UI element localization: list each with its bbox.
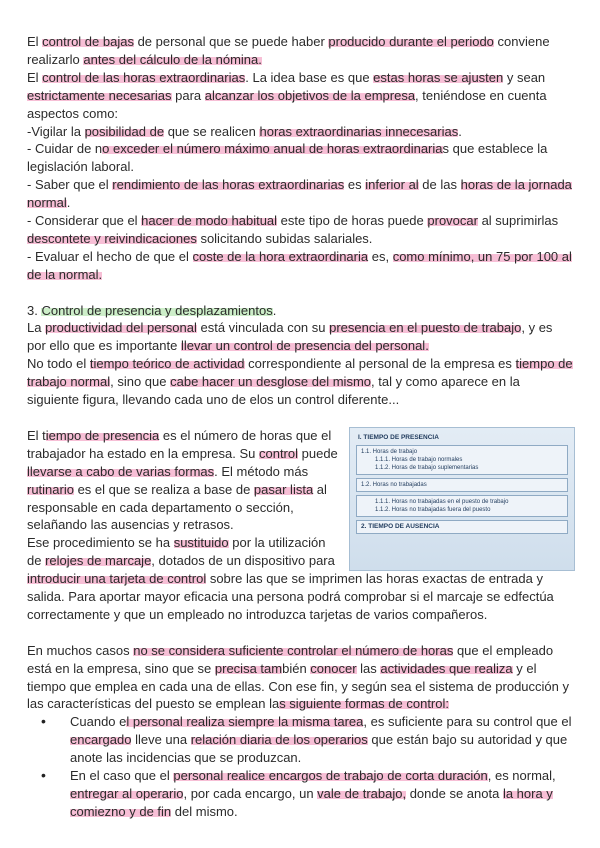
highlight: relación diaria de los operarios (190, 732, 368, 748)
paragraph-procedimiento: Ese procedimiento se ha sustituido por la utilización de relojes de marcaje, dotados de un dispositivo para (27, 535, 335, 569)
highlight: provocar (427, 213, 478, 229)
highlight: iempo de presencia (45, 427, 160, 443)
figure-subitem: 1.1.2. Horas no trabajadas fuera del puesto (375, 506, 491, 513)
bullet-cuidar: - Cuidar de no exceder el número máximo anual de horas extraordinarias que establece la legislación laboral. (27, 141, 548, 175)
highlight: estas horas se ajusten (373, 69, 504, 85)
figure-item: 1.2. Horas no trabajadas (361, 481, 427, 488)
figure-subitem: 1.1.1. Horas no trabajadas en el puesto de trabajo (375, 498, 509, 505)
highlight: estrictamente necesarias (27, 87, 172, 103)
figure-box-horas-trabajo (356, 445, 568, 475)
figure-box-subitems (356, 495, 568, 517)
highlight: la hora y comiezno y de fin (70, 786, 553, 819)
highlight: encargado (70, 732, 132, 748)
figure-item: 1.1. Horas de trabajo (361, 448, 418, 455)
highlight: sustituido (173, 535, 229, 551)
highlight: productividad del personal (45, 320, 197, 336)
highlight: entregar al operario (70, 786, 184, 802)
highlight: producido durante el periodo (328, 34, 494, 49)
bullet-considerar: - Considerar que el hacer de modo habitual este tipo de horas puede provocar al suprimirlas descontete y reivindicaciones solicitando subidas salariales. (27, 213, 559, 246)
highlight: no se considera suficiente controlar el número de horas (133, 642, 454, 658)
paragraph-tiempo-teorico: No todo el tiempo teórico de actividad correspondiente al personal de la empresa es tiempo de trabajo normal, sino que cabe hacer un desglose del mismo, tal y como aparece en la siguiente figura, llevando cada uno de elos un control diferente... (27, 356, 573, 408)
highlight: horas de la jornada normal (27, 177, 572, 211)
paragraph-muchos-casos: En muchos casos no se considera suficiente controlar el número de horas que el empleado está en la empresa, sino que se precisa también conocer las actividades que realiza y el tiempo que emplea en cada una de ellas. Con ese fin, y según sea el sistema de producción y las características del puesto se emplean las siguiente formas de control: (27, 642, 570, 712)
highlight: como mínimo, un 75 por 100 al de la normal. (27, 248, 572, 282)
paragraph-procedimiento-cont: introducir una tarjeta de control sobre las que se imprimen las horas exactas de entrada y salida. Para aportar mayor eficacia una persona podrá comprobar si el marcaje se edfectúa correctamente y que un empleado no introduzca tarjetas de varios compañeros. (27, 571, 554, 622)
highlight: coste de la hora extraordinaria (192, 248, 369, 264)
highlight: posibilidad de (84, 123, 165, 139)
presence-time-figure (349, 427, 575, 571)
highlight: precisa tam (214, 660, 283, 676)
highlight: antes del cálculo de la nómina. (83, 51, 262, 67)
highlight: introducir una tarjeta de control (27, 571, 207, 587)
highlight: inferior al (365, 177, 419, 193)
highlight: alcanzar los objetivos de la empresa (204, 87, 416, 103)
highlight: tiempo de trabajo normal (27, 356, 573, 390)
highlight: presencia en el puesto de trabajo (329, 320, 522, 336)
highlight: descontete y reivindicaciones (27, 230, 197, 246)
document-page (27, 33, 573, 821)
highlight: horas extraordinarias innecesarias (259, 123, 459, 139)
highlight: s siguiente formas de control: (279, 696, 449, 712)
highlight: relojes de marcaje (45, 553, 152, 569)
control-forms-list (27, 713, 573, 820)
highlight: cabe hacer un desglose del mismo (170, 374, 371, 390)
paragraph-control-bajas: El control de bajas de personal que se puede haber producido durante el periodo conviene realizarlo antes del cálculo de la nómina. (27, 34, 550, 67)
highlight: l personal realiza siempre la misma tarea (126, 714, 364, 730)
bullet-saber: - Saber que el rendimiento de las horas extraordinarias es inferior al de las horas de la jornada normal. (27, 177, 572, 211)
paragraph-horas-extra: El control de las horas extraordinarias. La idea base es que estas horas se ajusten y sean estrictamente necesarias para alcanzar los objetivos de la empresa, teniéndose en cuenta aspectos como: (27, 69, 547, 121)
figure-box-horas-no-trabajadas (356, 478, 568, 492)
highlight: control de bajas (42, 34, 134, 49)
highlight: llevar un control de presencia del personal. (180, 338, 429, 354)
figure-block (27, 427, 573, 570)
figure-title-ausencia: 2. TIEMPO DE AUSENCIA (361, 522, 440, 530)
figure-title-presencia: I. TIEMPO DE PRESENCIA (358, 433, 439, 441)
highlight: actividades que realiza (380, 660, 513, 676)
highlight: rutinario (27, 481, 74, 497)
highlight: personal realice encargos de trabajo de corta duración (173, 768, 488, 784)
highlight: pasar lista (253, 481, 314, 497)
figure-subitem: 1.1.2. Horas de trabajo suplementarias (375, 464, 479, 471)
highlight: hacer de modo habitual (141, 213, 278, 229)
highlight-green: Control de presencia y desplazamientos (41, 302, 273, 318)
highlight: llevarse a cabo de varias formas (27, 463, 215, 479)
highlight: o exceder el número máximo anual de horas extraordinaria (102, 141, 443, 157)
bullet-evaluar: - Evaluar el hecho de que el coste de la hora extraordinaria es, como mínimo, un 75 por 100 al de la normal. (27, 248, 572, 282)
highlight: control de las horas extraordinarias (42, 69, 246, 85)
bullet-vigilar: -Vigilar la posibilidad de que se realicen horas extraordinarias innecesarias. (27, 123, 462, 139)
list-item: • En el caso que el personal realice encargos de trabajo de corta duración, es normal, entregar al operario, por cada encargo, un vale de trabajo, donde se anota la hora y comiezno y de fin del mismo. (70, 767, 573, 821)
paragraph-tiempo-presencia: El tiempo de presencia es el número de horas que el trabajador ha estado en la empresa. Su control puede llevarse a cabo de varias formas. El método más rutinario es el que se realiza a base de pasar lista al responsable en cada departamento o sección, selañando las ausencias y retrasos. (27, 427, 338, 533)
highlight: tiempo teórico de actividad (89, 356, 245, 372)
highlight: rendimiento de las horas extraordinarias (112, 177, 345, 193)
paragraph-productividad: La productividad del personal está vinculada con su presencia en el puesto de trabajo, y es por ello que es importante llevar un control de presencia del personal. (27, 320, 553, 354)
highlight: conocer (310, 660, 357, 676)
highlight: control (258, 445, 299, 461)
figure-box-ausencia (356, 520, 568, 534)
list-item: • Cuando el personal realiza siempre la misma tarea, es suficiente para su control que el encargado lleve una relación diaria de los operarios que están bajo su autoridad y que anote las incidencias que se produzcan. (70, 713, 573, 767)
figure-subitem: 1.1.1. Horas de trabajo normales (375, 456, 463, 463)
section-heading: 3. Control de presencia y desplazamientos. (27, 302, 277, 318)
highlight: vale de trabajo, (317, 786, 407, 802)
